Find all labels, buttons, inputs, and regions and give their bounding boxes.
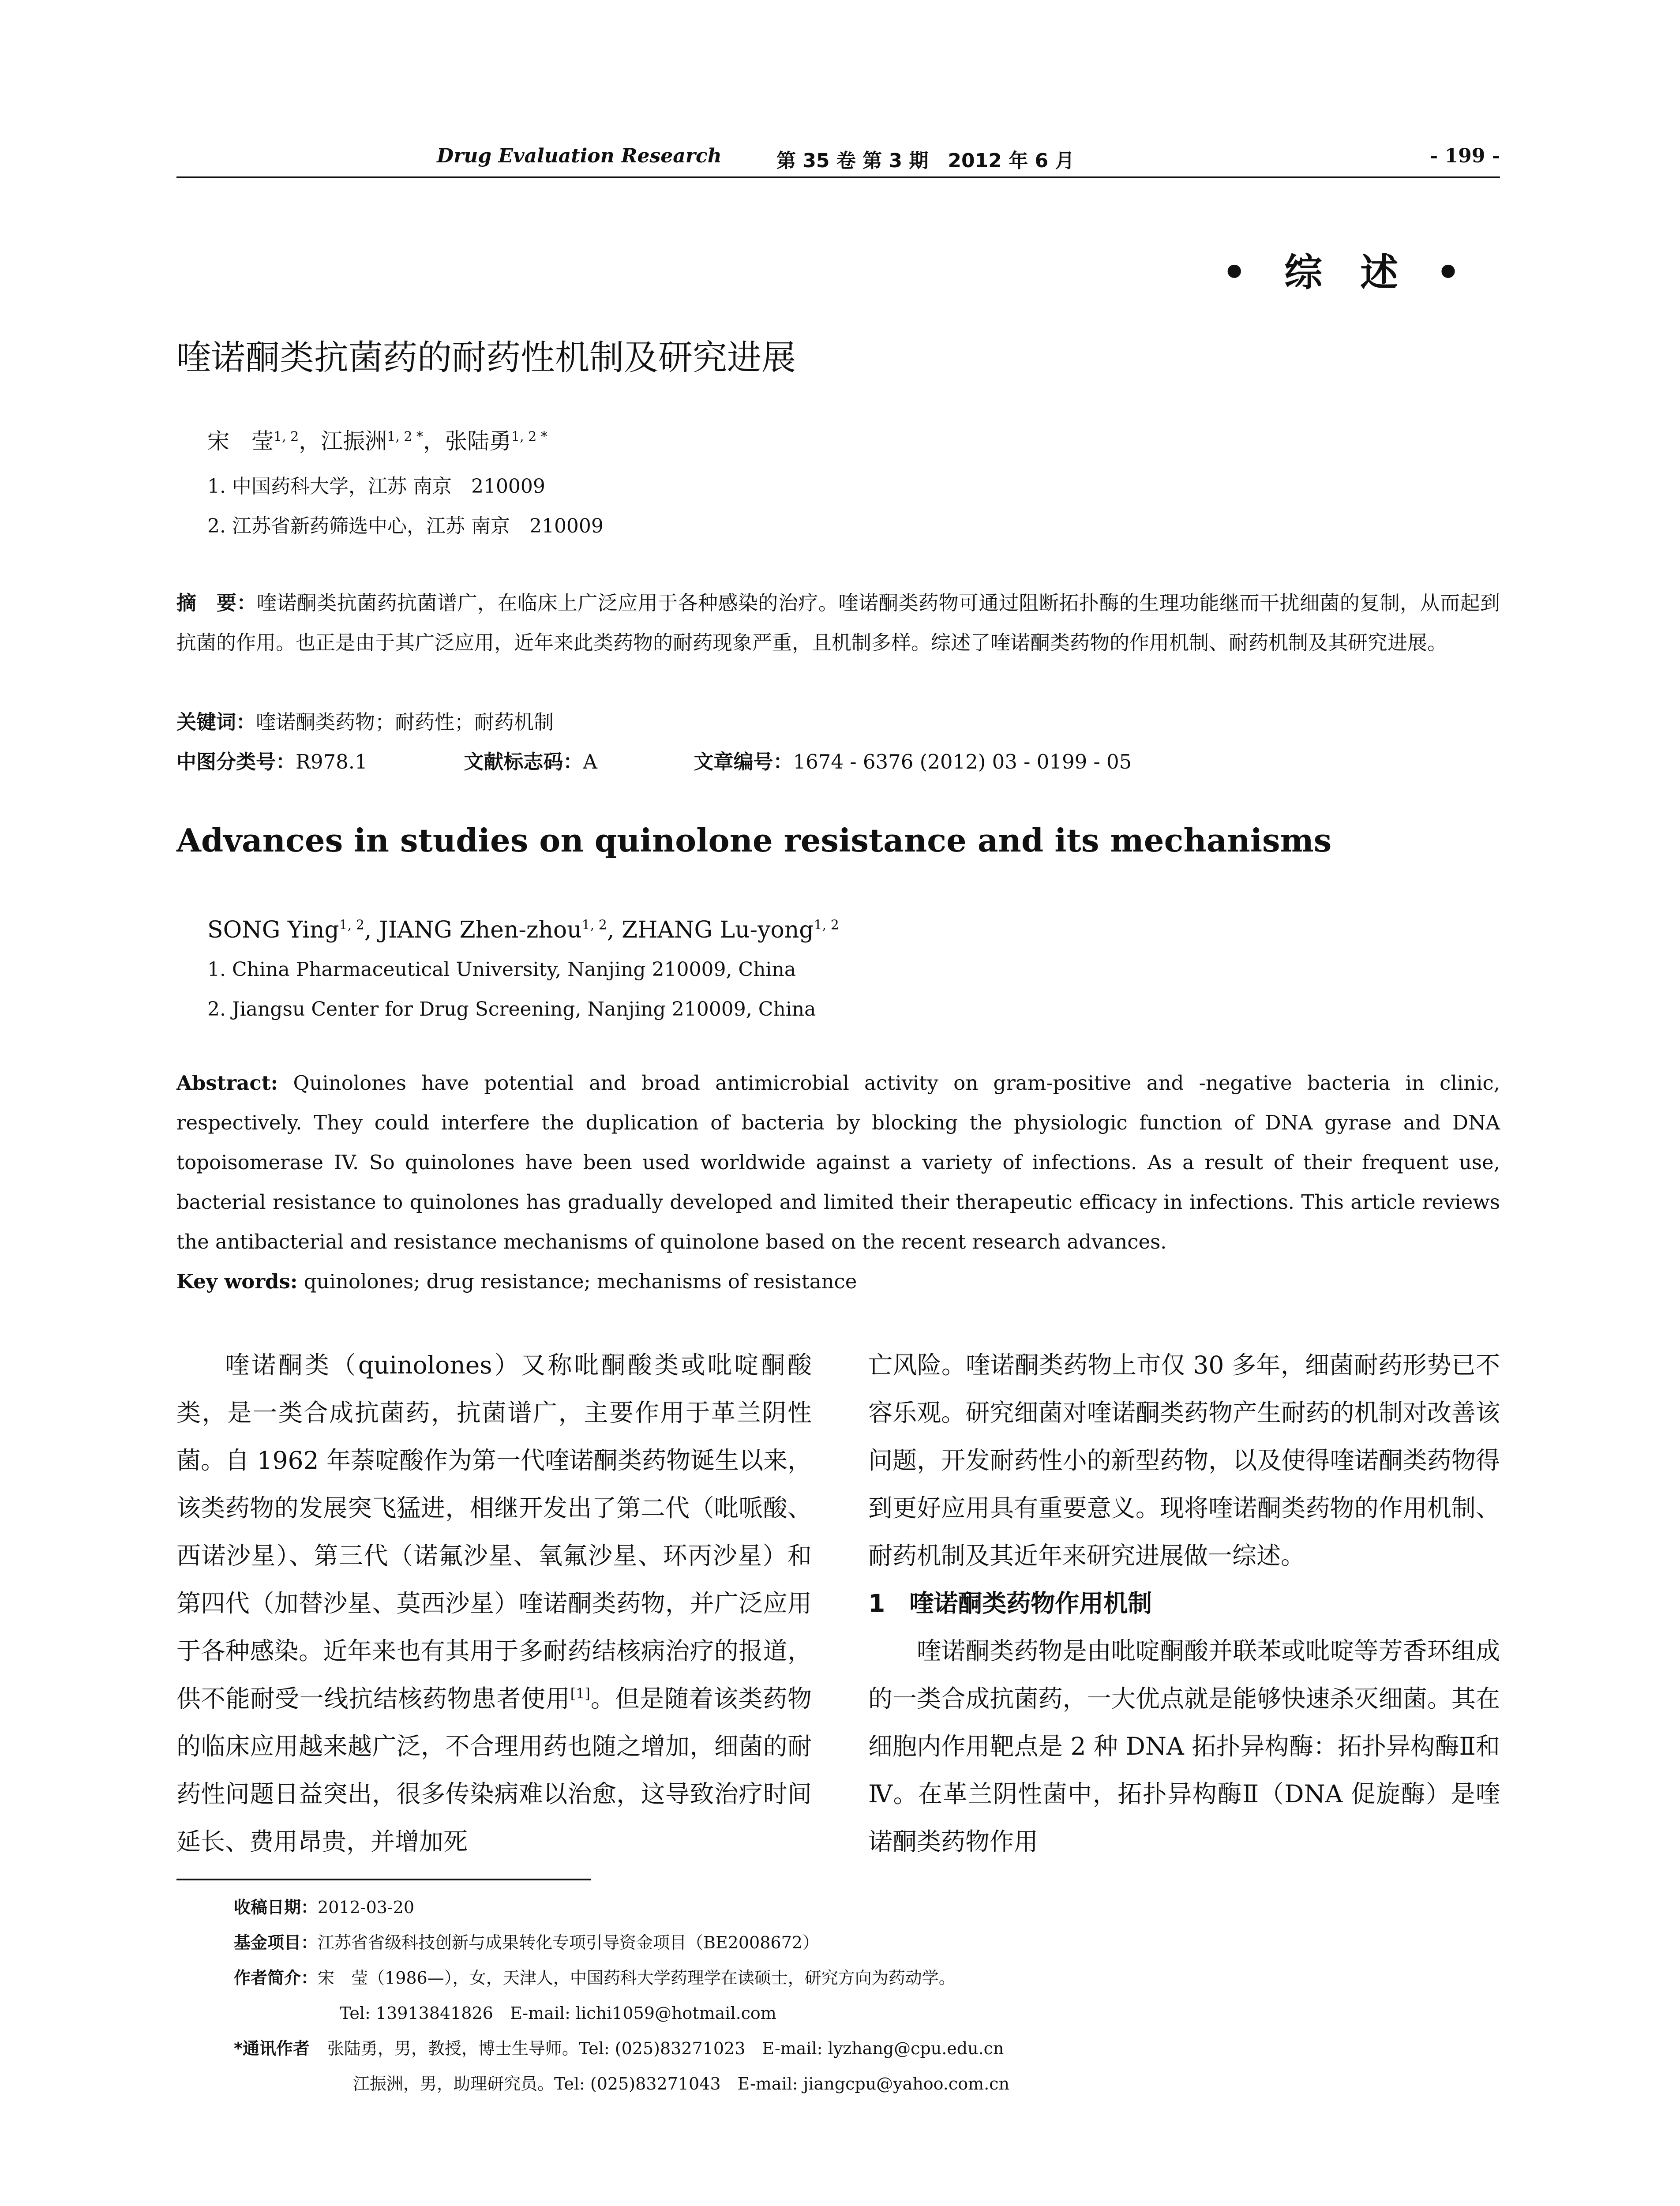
abstract-en-text: Quinolones have potential and broad antimicrobial activity on gram-positive and -negative bacteria in clinic, respectively. They could interfere the duplication of bacteria by blocking the physiologic function of DNA gyrase and DNA topoisomerase IV. So quinolones have been used worldwide against a variety of infections. As a result of their frequent use, bacterial resistance to quinolones has gradually developed and limited their therapeutic efficacy in infections. This article reviews the antibacterial and resistance mechanisms of quinolone based on the recent research advances. (176, 1071, 1500, 1253)
footnote-bio (234, 1964, 956, 1988)
corresponding-author-2: 江振洲，男，助理研究员。Tel: (025)83271043 E-mail: jiangcpu@yahoo.com.cn (353, 2074, 1009, 2093)
body-paragraph (176, 1341, 812, 1865)
abstract-cn (176, 583, 1500, 663)
footnote-received (234, 1894, 414, 1918)
keywords-en (176, 1262, 1500, 1302)
keywords-en-label: Key words: (176, 1270, 298, 1293)
article-title-en: Advances in studies on quinolone resistance and its mechanisms (176, 822, 1332, 859)
clc-value: R978.1 (296, 750, 368, 773)
author-name: ZHANG Lu-yong (621, 917, 814, 943)
corresponding-label: *通讯作者 (234, 2039, 310, 2058)
affiliation-en-2: 2. Jiangsu Center for Drug Screening, Nanjing 210009, China (207, 998, 816, 1020)
body-left-column (176, 1341, 812, 1865)
body-text: 。但是随着该类药物的临床应用越来越广泛，不合理用药也随之增加，细菌的耐药性问题日益突出，很多传染病难以治愈，这导致治疗时间延长、费用昂贵，并增加死 (176, 1685, 812, 1856)
abstract-cn-text: 喹诺酮类抗菌药抗菌谱广，在临床上广泛应用于各种感染的治疗。喹诺酮类药物可通过阻断拓扑酶的生理功能继而干扰细菌的复制，从而起到抗菌的作用。也正是由于其广泛应用，近年来此类药物的耐药现象严重，且机制多样。综述了喹诺酮类药物的作用机制、耐药机制及其研究进展。 (176, 591, 1500, 654)
article-title-cn: 喹诺酮类抗菌药的耐药性机制及研究进展 (176, 338, 796, 378)
fund-label: 基金项目： (234, 1933, 318, 1952)
authors-en: SONG Ying$^{1, 2}$, JIANG Zhen-zhou$^{1, 2}$, ZHANG Lu-yong$^{1, 2}$ (207, 917, 839, 943)
bio-label: 作者简介： (234, 1968, 318, 1988)
affiliation-cn-1: 1. 中国药科大学，江苏 南京 210009 (207, 475, 545, 498)
doc-code-value: A (583, 750, 597, 773)
abstract-en-label: Abstract: (176, 1071, 278, 1095)
author-name: SONG Ying (207, 917, 339, 943)
affiliation-cn-2: 2. 江苏省新药筛选中心，江苏 南京 210009 (207, 515, 604, 537)
corresponding-author-1: 张陆勇，男，教授，博士生导师。Tel: (025)83271023 E-mail: lyzhang@cpu.edu.cn (327, 2039, 1004, 2058)
author-name: 宋 莹 (207, 428, 274, 454)
body-right-column (868, 1341, 1500, 1865)
section-heading-1: 1 喹诺酮类药物作用机制 (868, 1589, 1152, 1617)
received-label: 收稿日期： (234, 1898, 318, 1917)
keywords-cn-text: 喹诺酮类药物；耐药性；耐药机制 (256, 710, 554, 734)
author-affil-mark: 1, 2 * (511, 429, 548, 445)
footnote-fund (234, 1929, 819, 1953)
bio-text: 宋 莹（1986—），女，天津人，中国药科大学药理学在读硕士，研究方向为药动学。 (318, 1968, 956, 1988)
author-name: 张陆勇 (445, 428, 512, 454)
running-header (176, 142, 1500, 177)
keywords-cn (176, 702, 1500, 742)
authors-cn: 宋 莹$^{1, 2}$，江振洲$^{1, 2 *}$，张陆勇$^{1, 2 *}$ (207, 428, 548, 454)
footnote-bio-contact: Tel: 13913841826 E-mail: lichi1059@hotmail.com (340, 2003, 776, 2023)
abstract-en (176, 1063, 1500, 1262)
fund-text: 江苏省省级科技创新与成果转化专项引导资金项目（BE2008672） (318, 1933, 819, 1952)
author-affil-mark: 1, 2 (339, 917, 364, 933)
journal-name: Drug Evaluation Research (437, 145, 722, 167)
author-affil-mark: 1, 2 (814, 917, 839, 933)
section-tag: • 综 述 • (1222, 251, 1473, 295)
abstract-cn-label: 摘 要： (176, 591, 257, 615)
author-affil-mark: 1, 2 (581, 917, 607, 933)
footnote-rule (176, 1879, 591, 1880)
article-number-label: 文章编号： (694, 750, 793, 773)
keywords-en-text: quinolones; drug resistance; mechanisms of resistance (304, 1270, 857, 1293)
footnote-corresponding (234, 2035, 1004, 2059)
keywords-cn-label: 关键词： (176, 710, 256, 734)
journal-issue: 第 35 卷 第 3 期 2012 年 6 月 (776, 150, 1075, 172)
clc-label: 中图分类号： (176, 750, 296, 773)
doc-code-label: 文献标志码： (464, 750, 583, 773)
author-name: JIANG Zhen-zhou (379, 917, 582, 943)
page-number: - 199 - (1429, 145, 1500, 167)
author-name: 江振洲 (321, 428, 387, 454)
author-affil-mark: 1, 2 * (387, 429, 424, 445)
body-text: 喹诺酮类（quinolones）又称吡酮酸类或吡啶酮酸类，是一类合成抗菌药，抗菌谱广，主要作用于革兰阴性菌。自 1962 年萘啶酸作为第一代喹诺酮类药物诞生以来，该类药物的发展突飞猛进，相继开发出了第二代（吡哌酸、西诺沙星）、第三代（诺氟沙星、氧氟沙星、环丙沙星）和第四代（加替沙星、莫西沙星）喹诺酮类药物，并广泛应用于各种感染。近年来也有其用于多耐药结核病治疗的报道，供不能耐受一线抗结核药物患者使用 (176, 1351, 812, 1713)
citation-ref: [1] (570, 1685, 590, 1702)
article-number-value: 1674 - 6376 (2012) 03 - 0199 - 05 (793, 750, 1132, 773)
affiliation-en-1: 1. China Pharmaceutical University, Nanjing 210009, China (207, 958, 796, 981)
body-paragraph: 亡风险。喹诺酮类药物上市仅 30 多年，细菌耐药形势已不容乐观。研究细菌对喹诺酮类药物产生耐药的机制对改善该问题，开发耐药性小的新型药物，以及使得喹诺酮类药物得到更好应用具有重要意义。现将喹诺酮类药物的作用机制、耐药机制及其近年来研究进展做一综述。 (868, 1351, 1500, 1570)
received-date: 2012-03-20 (318, 1898, 415, 1917)
body-paragraph: 喹诺酮类药物是由吡啶酮酸并联苯或吡啶等芳香环组成的一类合成抗菌药，一大优点就是能够快速杀灭细菌。其在细胞内作用靶点是 2 种 DNA 拓扑异构酶：拓扑异构酶Ⅱ和Ⅳ。在革兰阴性菌中，拓扑异构酶Ⅱ（DNA 促旋酶）是喹诺酮类药物作用 (868, 1637, 1500, 1856)
classification-line (176, 742, 1500, 782)
header-rule (176, 176, 1500, 178)
author-affil-mark: 1, 2 (274, 429, 299, 445)
